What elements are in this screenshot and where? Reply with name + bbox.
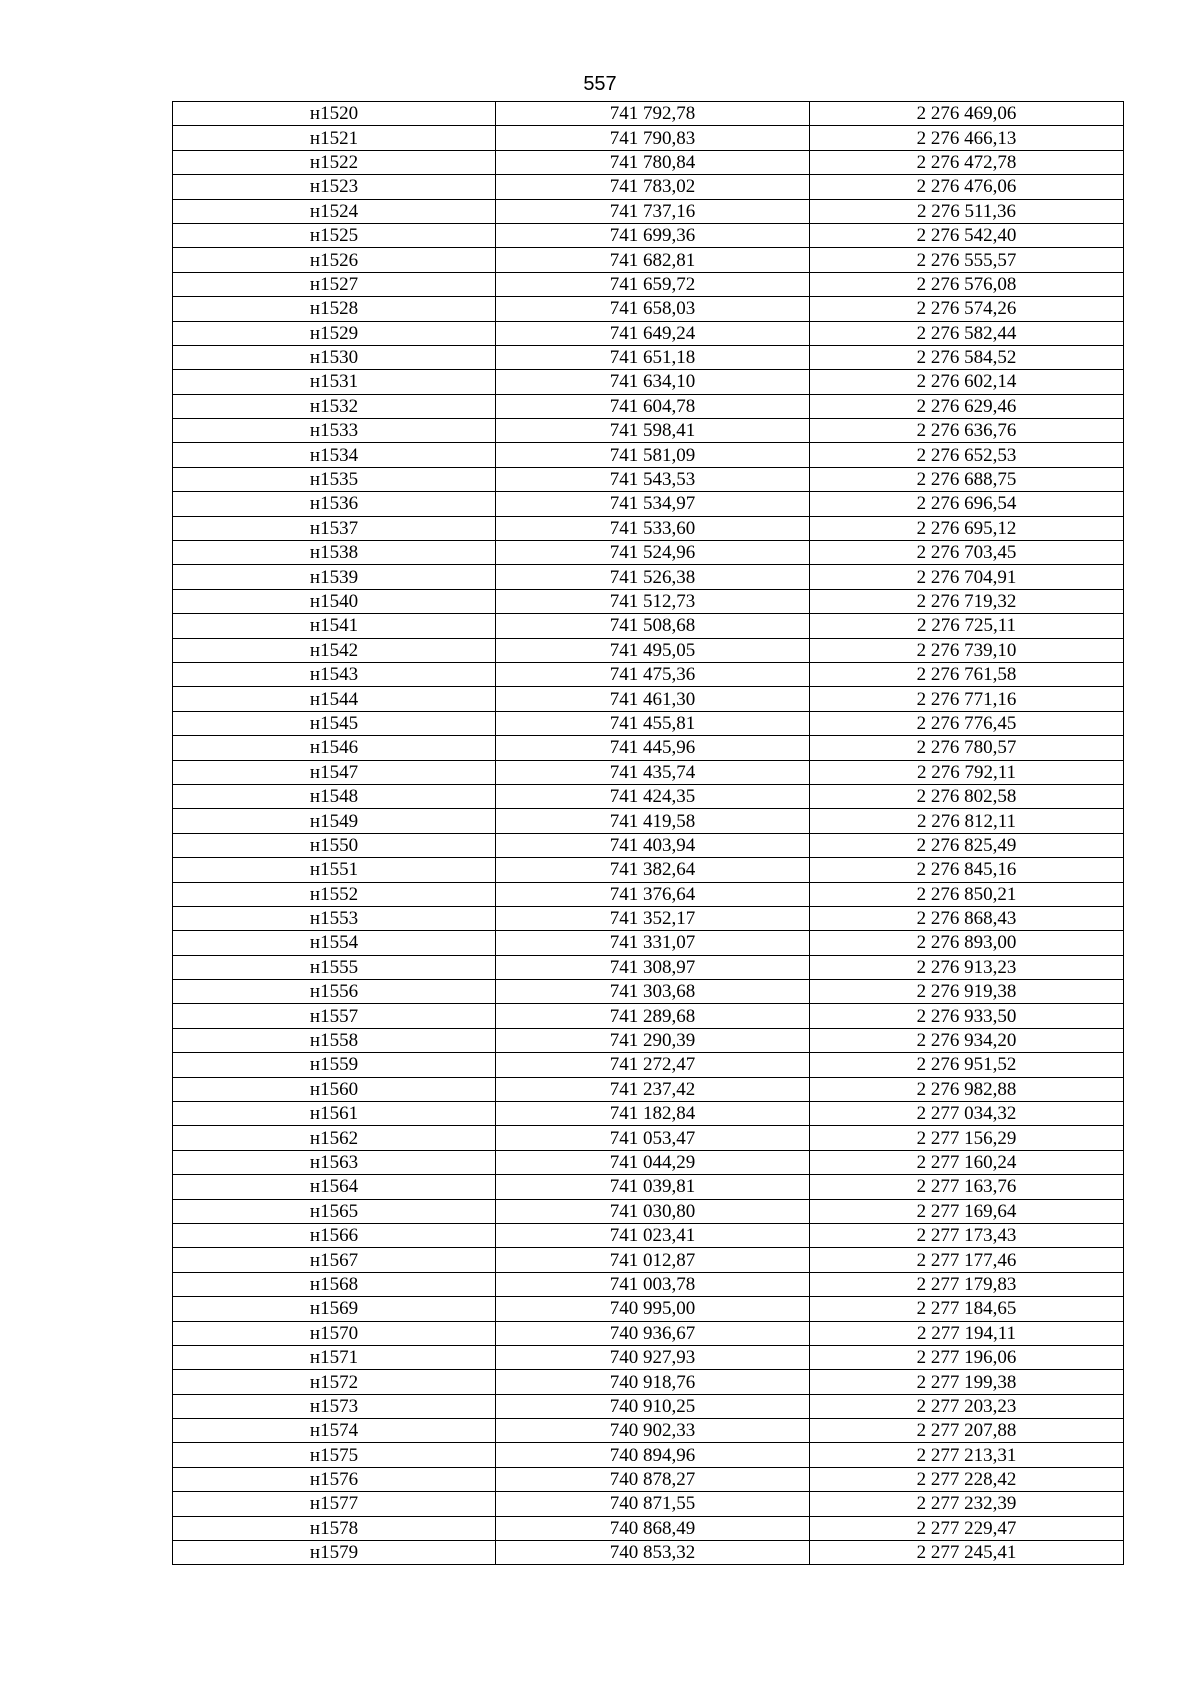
table-row [173,662,1124,686]
table-row [173,614,1124,638]
table-row [173,345,1124,369]
point-id-cell: н1562 [173,1126,496,1150]
y-coordinate-cell: 2 276 780,57 [810,736,1124,760]
y-coordinate-cell: 2 277 160,24 [810,1150,1124,1174]
x-coordinate-cell: 741 376,64 [496,882,810,906]
point-id-cell: н1522 [173,150,496,174]
point-id-cell: н1521 [173,126,496,150]
y-coordinate-cell: 2 276 850,21 [810,882,1124,906]
table-row [173,541,1124,565]
point-id-cell: н1558 [173,1028,496,1052]
table-row [173,858,1124,882]
table-row [173,589,1124,613]
table-row [173,760,1124,784]
point-id-cell: н1523 [173,175,496,199]
point-id-cell: н1526 [173,248,496,272]
x-coordinate-cell: 741 495,05 [496,638,810,662]
point-id-cell: н1571 [173,1345,496,1369]
table-row [173,980,1124,1004]
point-id-cell: н1555 [173,955,496,979]
point-id-cell: н1549 [173,809,496,833]
y-coordinate-cell: 2 276 584,52 [810,345,1124,369]
x-coordinate-cell: 740 910,25 [496,1394,810,1418]
point-id-cell: н1540 [173,589,496,613]
point-id-cell: н1536 [173,492,496,516]
table-row [173,931,1124,955]
y-coordinate-cell: 2 276 934,20 [810,1028,1124,1052]
point-id-cell: н1576 [173,1467,496,1491]
table-row [173,1516,1124,1540]
point-id-cell: н1568 [173,1272,496,1296]
y-coordinate-cell: 2 276 845,16 [810,858,1124,882]
y-coordinate-cell: 2 277 169,64 [810,1199,1124,1223]
table-row [173,1467,1124,1491]
x-coordinate-cell: 740 918,76 [496,1370,810,1394]
table-row [173,1102,1124,1126]
x-coordinate-cell: 740 902,33 [496,1419,810,1443]
x-coordinate-cell: 741 331,07 [496,931,810,955]
y-coordinate-cell: 2 276 555,57 [810,248,1124,272]
x-coordinate-cell: 741 012,87 [496,1248,810,1272]
point-id-cell: н1542 [173,638,496,662]
y-coordinate-cell: 2 277 213,31 [810,1443,1124,1467]
x-coordinate-cell: 741 003,78 [496,1272,810,1296]
x-coordinate-cell: 740 853,32 [496,1541,810,1565]
table-row [173,1321,1124,1345]
page-number: 557 [583,73,617,95]
x-coordinate-cell: 741 455,81 [496,711,810,735]
coordinates-table [172,101,1124,1565]
table-row [173,1394,1124,1418]
x-coordinate-cell: 741 290,39 [496,1028,810,1052]
table-row [173,1077,1124,1101]
x-coordinate-cell: 741 526,38 [496,565,810,589]
y-coordinate-cell: 2 276 951,52 [810,1053,1124,1077]
x-coordinate-cell: 740 936,67 [496,1321,810,1345]
y-coordinate-cell: 2 276 739,10 [810,638,1124,662]
x-coordinate-cell: 741 659,72 [496,272,810,296]
y-coordinate-cell: 2 276 719,32 [810,589,1124,613]
point-id-cell: н1548 [173,784,496,808]
y-coordinate-cell: 2 276 602,14 [810,370,1124,394]
y-coordinate-cell: 2 276 893,00 [810,931,1124,955]
point-id-cell: н1554 [173,931,496,955]
table-row [173,492,1124,516]
x-coordinate-cell: 741 289,68 [496,1004,810,1028]
y-coordinate-cell: 2 277 199,38 [810,1370,1124,1394]
x-coordinate-cell: 741 682,81 [496,248,810,272]
point-id-cell: н1524 [173,199,496,223]
point-id-cell: н1534 [173,443,496,467]
x-coordinate-cell: 741 790,83 [496,126,810,150]
point-id-cell: н1532 [173,394,496,418]
x-coordinate-cell: 741 272,47 [496,1053,810,1077]
x-coordinate-cell: 741 598,41 [496,419,810,443]
y-coordinate-cell: 2 276 868,43 [810,906,1124,930]
x-coordinate-cell: 741 543,53 [496,467,810,491]
point-id-cell: н1531 [173,370,496,394]
y-coordinate-cell: 2 276 704,91 [810,565,1124,589]
x-coordinate-cell: 741 651,18 [496,345,810,369]
y-coordinate-cell: 2 276 802,58 [810,784,1124,808]
y-coordinate-cell: 2 276 652,53 [810,443,1124,467]
table-row [173,906,1124,930]
table-row [173,1126,1124,1150]
x-coordinate-cell: 741 581,09 [496,443,810,467]
y-coordinate-cell: 2 276 771,16 [810,687,1124,711]
table-row [173,1272,1124,1296]
table-row [173,102,1124,126]
point-id-cell: н1565 [173,1199,496,1223]
y-coordinate-cell: 2 276 636,76 [810,419,1124,443]
y-coordinate-cell: 2 277 179,83 [810,1272,1124,1296]
x-coordinate-cell: 741 445,96 [496,736,810,760]
point-id-cell: н1525 [173,223,496,247]
x-coordinate-cell: 741 534,97 [496,492,810,516]
table-row [173,175,1124,199]
table-row [173,1199,1124,1223]
point-id-cell: н1569 [173,1297,496,1321]
x-coordinate-cell: 741 649,24 [496,321,810,345]
x-coordinate-cell: 740 878,27 [496,1467,810,1491]
x-coordinate-cell: 741 508,68 [496,614,810,638]
table-row [173,1541,1124,1565]
table-row [173,687,1124,711]
table-row [173,248,1124,272]
table-row [173,1053,1124,1077]
y-coordinate-cell: 2 277 203,23 [810,1394,1124,1418]
point-id-cell: н1539 [173,565,496,589]
x-coordinate-cell: 741 780,84 [496,150,810,174]
x-coordinate-cell: 741 475,36 [496,662,810,686]
point-id-cell: н1553 [173,906,496,930]
y-coordinate-cell: 2 276 776,45 [810,711,1124,735]
y-coordinate-cell: 2 277 177,46 [810,1248,1124,1272]
x-coordinate-cell: 741 044,29 [496,1150,810,1174]
point-id-cell: н1551 [173,858,496,882]
table-row [173,1004,1124,1028]
table-row [173,419,1124,443]
y-coordinate-cell: 2 277 184,65 [810,1297,1124,1321]
table-row [173,955,1124,979]
point-id-cell: н1528 [173,297,496,321]
y-coordinate-cell: 2 276 696,54 [810,492,1124,516]
x-coordinate-cell: 741 030,80 [496,1199,810,1223]
x-coordinate-cell: 741 053,47 [496,1126,810,1150]
y-coordinate-cell: 2 277 228,42 [810,1467,1124,1491]
y-coordinate-cell: 2 277 245,41 [810,1541,1124,1565]
y-coordinate-cell: 2 277 196,06 [810,1345,1124,1369]
point-id-cell: н1543 [173,662,496,686]
point-id-cell: н1570 [173,1321,496,1345]
y-coordinate-cell: 2 276 695,12 [810,516,1124,540]
y-coordinate-cell: 2 277 229,47 [810,1516,1124,1540]
point-id-cell: н1520 [173,102,496,126]
table-row [173,150,1124,174]
table-row [173,736,1124,760]
table-row [173,882,1124,906]
x-coordinate-cell: 741 352,17 [496,906,810,930]
x-coordinate-cell: 741 783,02 [496,175,810,199]
table-row [173,809,1124,833]
x-coordinate-cell: 741 308,97 [496,955,810,979]
x-coordinate-cell: 741 419,58 [496,809,810,833]
point-id-cell: н1530 [173,345,496,369]
table-row [173,1370,1124,1394]
x-coordinate-cell: 741 792,78 [496,102,810,126]
x-coordinate-cell: 741 524,96 [496,541,810,565]
point-id-cell: н1556 [173,980,496,1004]
x-coordinate-cell: 741 461,30 [496,687,810,711]
x-coordinate-cell: 741 182,84 [496,1102,810,1126]
point-id-cell: н1560 [173,1077,496,1101]
table-row [173,1150,1124,1174]
x-coordinate-cell: 741 039,81 [496,1175,810,1199]
table-row [173,1175,1124,1199]
x-coordinate-cell: 740 871,55 [496,1492,810,1516]
y-coordinate-cell: 2 276 574,26 [810,297,1124,321]
table-row [173,394,1124,418]
point-id-cell: н1533 [173,419,496,443]
table-row [173,199,1124,223]
x-coordinate-cell: 740 894,96 [496,1443,810,1467]
y-coordinate-cell: 2 276 629,46 [810,394,1124,418]
y-coordinate-cell: 2 277 207,88 [810,1419,1124,1443]
table-row [173,784,1124,808]
y-coordinate-cell: 2 276 792,11 [810,760,1124,784]
point-id-cell: н1577 [173,1492,496,1516]
table-row [173,1248,1124,1272]
y-coordinate-cell: 2 276 688,75 [810,467,1124,491]
point-id-cell: н1541 [173,614,496,638]
x-coordinate-cell: 741 634,10 [496,370,810,394]
table-row [173,1223,1124,1247]
y-coordinate-cell: 2 277 034,32 [810,1102,1124,1126]
y-coordinate-cell: 2 276 825,49 [810,833,1124,857]
y-coordinate-cell: 2 276 982,88 [810,1077,1124,1101]
x-coordinate-cell: 741 435,74 [496,760,810,784]
y-coordinate-cell: 2 276 703,45 [810,541,1124,565]
y-coordinate-cell: 2 276 466,13 [810,126,1124,150]
table-row [173,370,1124,394]
table-row [173,711,1124,735]
y-coordinate-cell: 2 276 511,36 [810,199,1124,223]
table-row [173,833,1124,857]
point-id-cell: н1529 [173,321,496,345]
x-coordinate-cell: 741 699,36 [496,223,810,247]
table-row [173,638,1124,662]
y-coordinate-cell: 2 276 582,44 [810,321,1124,345]
y-coordinate-cell: 2 276 725,11 [810,614,1124,638]
point-id-cell: н1550 [173,833,496,857]
x-coordinate-cell: 741 512,73 [496,589,810,613]
table-row [173,223,1124,247]
y-coordinate-cell: 2 277 194,11 [810,1321,1124,1345]
x-coordinate-cell: 740 995,00 [496,1297,810,1321]
x-coordinate-cell: 741 533,60 [496,516,810,540]
table-row [173,272,1124,296]
table-row [173,1492,1124,1516]
table-row [173,1028,1124,1052]
y-coordinate-cell: 2 276 542,40 [810,223,1124,247]
point-id-cell: н1566 [173,1223,496,1247]
point-id-cell: н1561 [173,1102,496,1126]
table-row [173,297,1124,321]
point-id-cell: н1579 [173,1541,496,1565]
point-id-cell: н1535 [173,467,496,491]
point-id-cell: н1559 [173,1053,496,1077]
table-row [173,1345,1124,1369]
table-row [173,1297,1124,1321]
y-coordinate-cell: 2 277 232,39 [810,1492,1124,1516]
y-coordinate-cell: 2 276 469,06 [810,102,1124,126]
point-id-cell: н1537 [173,516,496,540]
x-coordinate-cell: 741 303,68 [496,980,810,1004]
y-coordinate-cell: 2 276 933,50 [810,1004,1124,1028]
y-coordinate-cell: 2 276 761,58 [810,662,1124,686]
coordinates-table-body [173,102,1124,1565]
point-id-cell: н1538 [173,541,496,565]
point-id-cell: н1557 [173,1004,496,1028]
point-id-cell: н1546 [173,736,496,760]
x-coordinate-cell: 741 023,41 [496,1223,810,1247]
x-coordinate-cell: 741 403,94 [496,833,810,857]
x-coordinate-cell: 741 382,64 [496,858,810,882]
table-row [173,1443,1124,1467]
y-coordinate-cell: 2 276 476,06 [810,175,1124,199]
point-id-cell: н1527 [173,272,496,296]
point-id-cell: н1547 [173,760,496,784]
point-id-cell: н1567 [173,1248,496,1272]
table-row [173,443,1124,467]
y-coordinate-cell: 2 276 919,38 [810,980,1124,1004]
x-coordinate-cell: 741 737,16 [496,199,810,223]
x-coordinate-cell: 741 658,03 [496,297,810,321]
x-coordinate-cell: 740 868,49 [496,1516,810,1540]
point-id-cell: н1552 [173,882,496,906]
x-coordinate-cell: 741 604,78 [496,394,810,418]
point-id-cell: н1564 [173,1175,496,1199]
x-coordinate-cell: 741 237,42 [496,1077,810,1101]
y-coordinate-cell: 2 277 163,76 [810,1175,1124,1199]
y-coordinate-cell: 2 276 812,11 [810,809,1124,833]
x-coordinate-cell: 741 424,35 [496,784,810,808]
x-coordinate-cell: 740 927,93 [496,1345,810,1369]
point-id-cell: н1545 [173,711,496,735]
y-coordinate-cell: 2 276 576,08 [810,272,1124,296]
point-id-cell: н1544 [173,687,496,711]
y-coordinate-cell: 2 277 156,29 [810,1126,1124,1150]
point-id-cell: н1574 [173,1419,496,1443]
table-row [173,1419,1124,1443]
table-row [173,565,1124,589]
point-id-cell: н1573 [173,1394,496,1418]
y-coordinate-cell: 2 277 173,43 [810,1223,1124,1247]
point-id-cell: н1563 [173,1150,496,1174]
y-coordinate-cell: 2 276 472,78 [810,150,1124,174]
point-id-cell: н1572 [173,1370,496,1394]
table-row [173,467,1124,491]
point-id-cell: н1575 [173,1443,496,1467]
table-row [173,516,1124,540]
y-coordinate-cell: 2 276 913,23 [810,955,1124,979]
table-row [173,321,1124,345]
table-row [173,126,1124,150]
point-id-cell: н1578 [173,1516,496,1540]
